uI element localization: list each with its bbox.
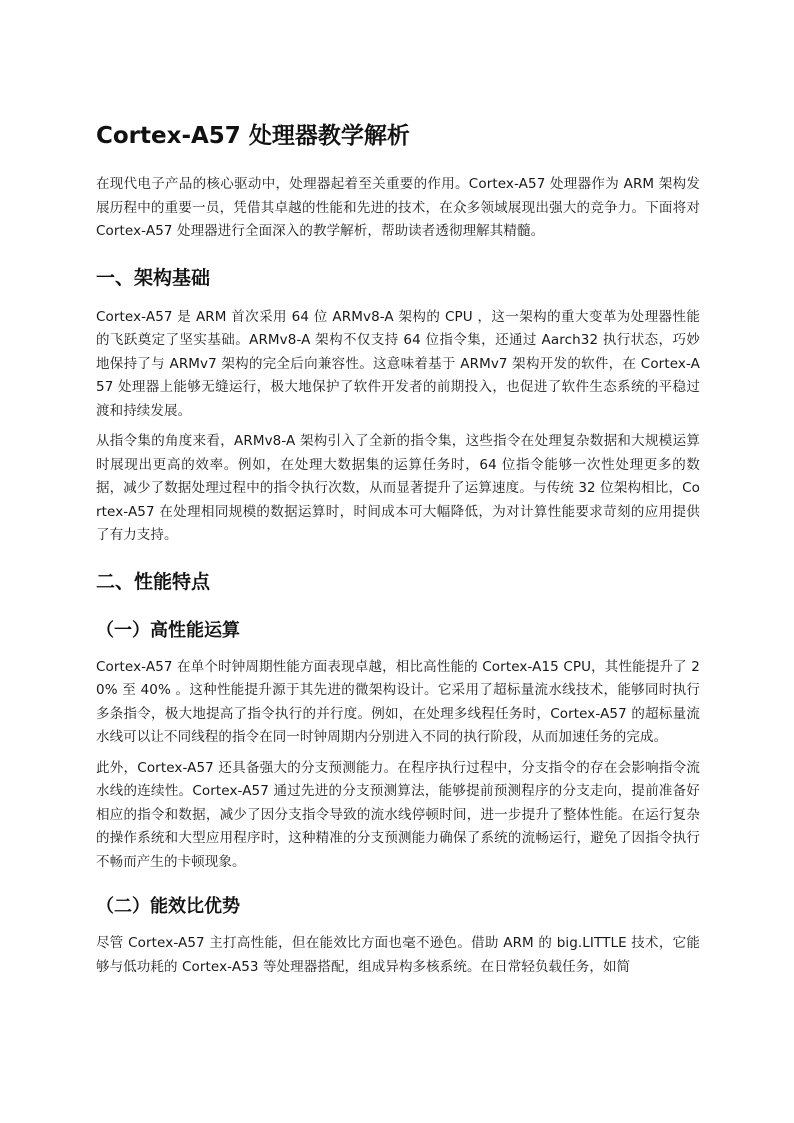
subsection-heading-high-performance: （一）高性能运算 <box>96 619 240 641</box>
subsection-heading-efficiency: （二）能效比优势 <box>96 896 240 917</box>
document-page <box>96 118 700 986</box>
document-title: Cortex-A57 处理器教学解析 <box>96 123 410 149</box>
section-heading-architecture: 一、架构基础 <box>96 266 211 289</box>
paragraph: Cortex-A57 在单个时钟周期性能方面表现卓越，相比高性能的 Cortex-A15 CPU，其性能提升了 20% 至 40% 。这种性能提升源于其先进的微架构设计。它采用了超标量流水线技术，能够同时执行多条指令，极大地提高了指令执行的并行度。例如，在处理多线程任务时，Cortex-A57 的超标量流水线可以让不同线程的指令在同一时钟周期内分别进入不同的执行阶段，从而加速任务的完成。 <box>96 658 700 745</box>
paragraph: Cortex-A57 是 ARM 首次采用 64 位 ARMv8-A 架构的 CPU ，这一架构的重大变革为处理器性能的飞跃奠定了坚实基础。ARMv8-A 架构不仅支持 64 位指令集，还通过 Aarch32 执行状态，巧妙地保持了与 ARMv7 架构的完全后向兼容性。这意味着基于 ARMv7 架构开发的软件，在 Cortex-A57 处理器上能够无缝运行，极大地保护了软件开发者的前期投入，也促进了软件生态系统的平稳过渡和持续发展。 <box>96 308 700 419</box>
intro-paragraph: 在现代电子产品的核心驱动中，处理器起着至关重要的作用。Cortex-A57 处理器作为 ARM 架构发展历程中的重要一员，凭借其卓越的性能和先进的技术，在众多领域展现出强大的竞争力。下面将对 Cortex-A57 处理器进行全面深入的教学解析，帮助读者透彻理解其精髓。 <box>96 176 700 239</box>
section-heading-performance: 二、性能特点 <box>96 570 211 593</box>
paragraph: 尽管 Cortex-A57 主打高性能，但在能效比方面也毫不逊色。借助 ARM 的 big.LITTLE 技术，它能够与低功耗的 Cortex-A53 等处理器搭配，组成异构多核系统。在日常轻负载任务，如简 <box>96 935 700 975</box>
paragraph: 此外，Cortex-A57 还具备强大的分支预测能力。在程序执行过程中，分支指令的存在会影响指令流水线的连续性。Cortex-A57 通过先进的分支预测算法，能够提前预测程序的分支走向，提前准备好相应的指令和数据，减少了因分支指令导致的流水线停顿时间，进一步提升了整体性能。在运行复杂的操作系统和大型应用程序时，这种精准的分支预测能力确保了系统的流畅运行，避免了因指令执行不畅而产生的卡顿现象。 <box>96 759 700 870</box>
paragraph: 从指令集的角度来看，ARMv8-A 架构引入了全新的指令集，这些指令在处理复杂数据和大规模运算时展现出更高的效率。例如，在处理大数据集的运算任务时，64 位指令能够一次性处理更多的数据，减少了数据处理过程中的指令执行次数，从而显著提升了运算速度。与传统 32 位架构相比，Cortex-A57 在处理相同规模的数据运算时，时间成本可大幅降低，为对计算性能要求苛刻的应用提供了有力支持。 <box>96 433 700 543</box>
